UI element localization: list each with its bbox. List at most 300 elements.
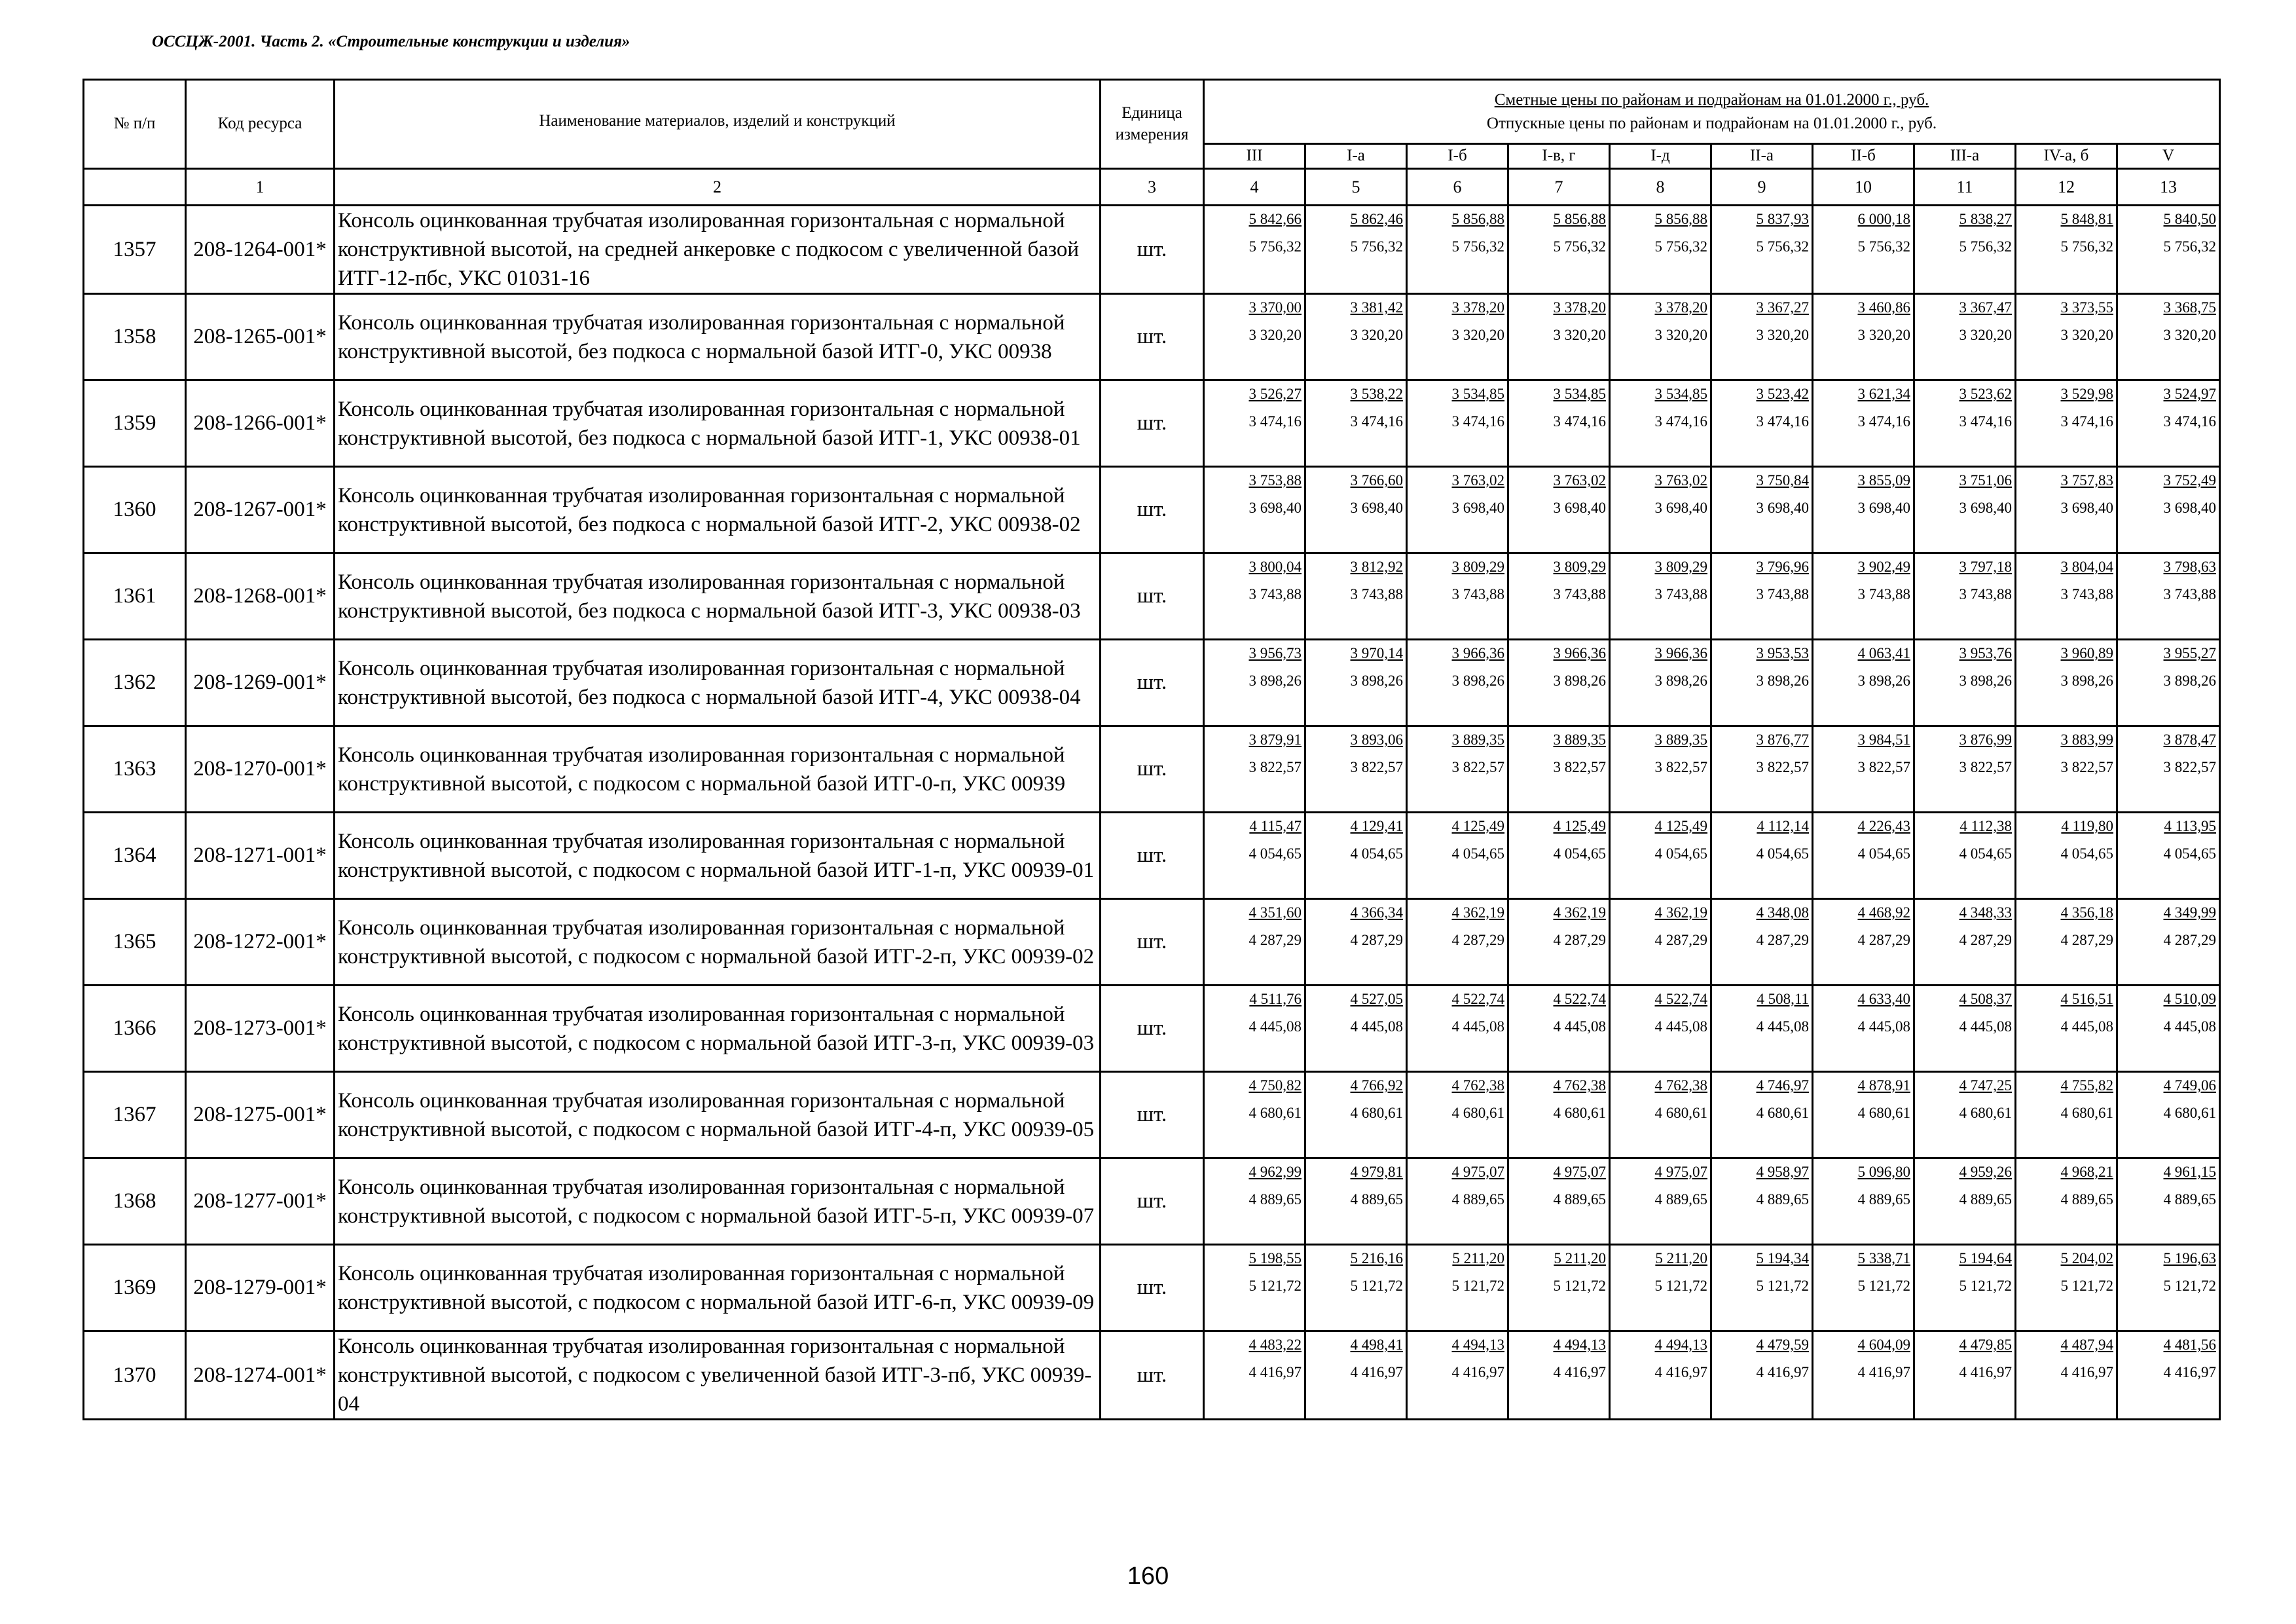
release-price: 3 320,20 [1553,327,1606,343]
release-price: 4 445,08 [1350,1018,1403,1035]
unit: шт. [1101,726,1204,813]
price-cell [1610,986,1711,1072]
price-cell [1711,726,1813,813]
item-name: Консоль оцинкованная трубчатая изолированная горизонтальная с нормальной конструктивной высотой, без подкоса с нормальной базой ИТГ-2, УКС 00938-02 [335,467,1101,553]
price-cell [1305,380,1407,467]
resource-code: 208-1274-001* [186,1331,335,1420]
price-cell [1305,1072,1407,1158]
price-cell [1407,813,1508,899]
price-cell [2016,1158,2117,1245]
price-cell [1305,1158,1407,1245]
release-price: 3 320,20 [1350,327,1403,343]
price-cell [2117,899,2220,986]
resource-code: 208-1267-001* [186,467,335,553]
column-number: 10 [1813,169,1914,206]
release-price: 5 756,32 [1654,238,1707,255]
estimate-price: 4 113,95 [2164,818,2217,834]
price-cell [1914,206,2016,294]
estimate-price: 4 961,15 [2163,1164,2217,1180]
price-cell [2016,1072,2117,1158]
column-number: 1 [186,169,335,206]
estimate-price: 4 125,49 [1654,818,1707,834]
estimate-price: 4 362,19 [1451,904,1504,921]
estimate-price: 4 356,18 [2060,904,2113,921]
release-price: 4 416,97 [1756,1364,1809,1380]
table-row [84,1158,2220,1245]
estimate-price: 4 494,13 [1654,1337,1707,1353]
release-price: 3 320,20 [2060,327,2113,343]
release-price: 4 889,65 [2060,1191,2113,1208]
release-price: 4 680,61 [1248,1105,1302,1121]
release-price: 3 474,16 [1756,413,1809,430]
estimate-price: 3 766,60 [1350,472,1403,489]
table-row [84,206,2220,294]
release-price: 4 287,29 [2163,932,2217,948]
release-price: 4 680,61 [1756,1105,1809,1121]
estimate-price: 5 862,46 [1350,211,1403,227]
release-price: 4 680,61 [1654,1105,1707,1121]
price-cell [1610,206,1711,294]
estimate-price: 5 198,55 [1248,1250,1302,1266]
resource-code: 208-1268-001* [186,553,335,640]
item-name: Консоль оцинкованная трубчатая изолированная горизонтальная с нормальной конструктивной высотой, без подкоса с нормальной базой ИТГ-3, УКС 00938-03 [335,553,1101,640]
price-cell [2016,467,2117,553]
estimate-price: 4 510,09 [2163,991,2217,1007]
price-cell [1610,726,1711,813]
price-cell [2117,1331,2220,1420]
estimate-price: 4 494,13 [1451,1337,1504,1353]
price-cell [2016,380,2117,467]
table-row [84,899,2220,986]
estimate-price: 4 750,82 [1248,1077,1302,1094]
estimate-price: 4 494,13 [1553,1337,1606,1353]
release-price: 3 698,40 [1654,500,1707,516]
region-header: V [2117,144,2220,169]
estimate-price: 5 856,88 [1654,211,1707,227]
estimate-price: 4 125,49 [1553,818,1606,834]
estimate-price: 3 966,36 [1451,645,1504,661]
release-price: 4 287,29 [1350,932,1403,948]
release-price: 3 822,57 [1857,759,1910,775]
release-price: 3 898,26 [1959,673,2012,689]
price-cell [1407,467,1508,553]
estimate-price: 5 216,16 [1350,1250,1403,1266]
release-price: 3 898,26 [2163,673,2217,689]
region-header: IV-а, б [2016,144,2117,169]
estimate-price: 4 755,82 [2060,1077,2113,1094]
estimate-price: 5 856,88 [1451,211,1504,227]
estimate-price: 4 479,59 [1756,1337,1809,1353]
release-price: 3 698,40 [1451,500,1504,516]
price-cell [1711,986,1813,1072]
estimate-price: 3 878,47 [2163,731,2217,748]
estimate-price: 4 527,05 [1350,991,1403,1007]
estimate-price: 4 366,34 [1350,904,1403,921]
estimate-price: 4 747,25 [1959,1077,2012,1094]
price-cell [2117,726,2220,813]
resource-code: 208-1266-001* [186,380,335,467]
release-price: 4 416,97 [1857,1364,1910,1380]
estimate-price: 3 809,29 [1451,559,1504,575]
release-price: 3 320,20 [1857,327,1910,343]
estimate-price: 3 534,85 [1451,386,1504,402]
item-name: Консоль оцинкованная трубчатая изолированная горизонтальная с нормальной конструктивной высотой, с подкосом с нормальной базой ИТГ-5-п, УКС 00939-07 [335,1158,1101,1245]
release-price: 3 698,40 [1248,500,1302,516]
unit: шт. [1101,206,1204,294]
estimate-price: 3 902,49 [1857,559,1910,575]
row-number: 1358 [84,294,186,380]
release-price: 5 756,32 [1857,238,1910,255]
price-cell [1610,467,1711,553]
column-number: 2 [335,169,1101,206]
release-price: 3 898,26 [1248,673,1302,689]
price-cell [1305,1331,1407,1420]
price-cell [2016,206,2117,294]
price-cell [1305,899,1407,986]
release-price: 5 756,32 [1756,238,1809,255]
price-cell [2016,1331,2117,1420]
release-price: 4 287,29 [1553,932,1606,948]
estimate-price: 3 752,49 [2163,472,2217,489]
price-cell [1204,380,1305,467]
resource-code: 208-1269-001* [186,640,335,726]
estimate-price: 4 349,99 [2163,904,2217,921]
price-cell [1813,813,1914,899]
estimate-price: 5 194,64 [1959,1250,2012,1266]
header-prices-estimate: Сметные цены по районам и подрайонам на 01.01.2000 г., руб. [1494,90,1929,109]
price-cell [1914,640,2016,726]
unit: шт. [1101,467,1204,553]
price-cell [1914,294,2016,380]
price-cell [1914,813,2016,899]
region-header: II-б [1813,144,1914,169]
header-prices-release: Отпускные цены по районам и подрайонам на 01.01.2000 г., руб. [1486,114,1937,132]
price-cell [1813,467,1914,553]
release-price: 4 416,97 [1451,1364,1504,1380]
estimate-price: 4 479,85 [1959,1337,2012,1353]
estimate-price: 4 498,41 [1350,1337,1403,1353]
price-cell [1407,726,1508,813]
price-cell [1610,1072,1711,1158]
release-price: 3 822,57 [1756,759,1809,775]
price-cell [1305,206,1407,294]
row-number: 1360 [84,467,186,553]
estimate-price: 4 958,97 [1756,1164,1809,1180]
release-price: 4 287,29 [1654,932,1707,948]
release-price: 3 743,88 [1553,586,1606,602]
estimate-price: 3 763,02 [1451,472,1504,489]
release-price: 3 320,20 [1654,327,1707,343]
estimate-price: 5 842,66 [1248,211,1302,227]
release-price: 4 680,61 [1553,1105,1606,1121]
price-cell [2117,1245,2220,1331]
column-number [84,169,186,206]
estimate-price: 4 362,19 [1553,904,1606,921]
estimate-price: 3 534,85 [1654,386,1707,402]
column-number: 5 [1305,169,1407,206]
price-cell [1711,294,1813,380]
estimate-price: 4 468,92 [1857,904,1910,921]
item-name: Консоль оцинкованная трубчатая изолированная горизонтальная с нормальной конструктивной высотой, с подкосом с нормальной базой ИТГ-1-п, УКС 00939-01 [335,813,1101,899]
estimate-price: 4 975,07 [1451,1164,1504,1180]
price-cell [2117,380,2220,467]
release-price: 4 287,29 [1756,932,1809,948]
estimate-price: 3 460,86 [1857,299,1910,316]
price-cell [1407,640,1508,726]
price-cell [1610,1158,1711,1245]
price-cell [1914,1158,2016,1245]
release-price: 4 445,08 [1959,1018,2012,1035]
estimate-price: 4 508,11 [1757,991,1809,1007]
estimate-price: 3 368,75 [2163,299,2217,316]
unit: шт. [1101,1072,1204,1158]
price-cell [1407,1331,1508,1420]
release-price: 3 822,57 [1350,759,1403,775]
price-cell [1711,1158,1813,1245]
release-price: 3 898,26 [1451,673,1504,689]
price-cell [1305,467,1407,553]
estimate-price: 3 378,20 [1553,299,1606,316]
header-unit: Единица измерения [1101,80,1204,169]
estimate-price: 3 889,35 [1654,731,1707,748]
price-cell [1711,467,1813,553]
release-price: 3 698,40 [1553,500,1606,516]
release-price: 3 822,57 [1959,759,2012,775]
price-cell [1305,813,1407,899]
estimate-price: 3 796,96 [1756,559,1809,575]
resource-code: 208-1271-001* [186,813,335,899]
release-price: 5 756,32 [1248,238,1302,255]
release-price: 3 822,57 [1553,759,1606,775]
price-cell [1711,899,1813,986]
resource-code: 208-1279-001* [186,1245,335,1331]
estimate-price: 3 809,29 [1654,559,1707,575]
estimate-price: 5 196,63 [2163,1250,2217,1266]
price-cell [1813,986,1914,1072]
release-price: 4 445,08 [1553,1018,1606,1035]
price-cell [1407,1158,1508,1245]
release-price: 4 680,61 [1350,1105,1403,1121]
release-price: 4 445,08 [1654,1018,1707,1035]
table-row [84,726,2220,813]
price-cell [2016,553,2117,640]
price-cell [1407,1072,1508,1158]
table-row [84,553,2220,640]
release-price: 3 320,20 [1451,327,1504,343]
price-cell [2016,1245,2117,1331]
estimate-price: 3 381,42 [1350,299,1403,316]
estimate-price: 4 522,74 [1451,991,1504,1007]
estimate-price: 4 125,49 [1451,818,1504,834]
row-number: 1363 [84,726,186,813]
price-cell [1305,1245,1407,1331]
price-cell [1508,986,1610,1072]
price-cell [1204,553,1305,640]
resource-code: 208-1265-001* [186,294,335,380]
header-code: Код ресурса [186,80,335,169]
release-price: 3 474,16 [1451,413,1504,430]
estimate-price: 3 812,92 [1350,559,1403,575]
item-name: Консоль оцинкованная трубчатая изолированная горизонтальная с нормальной конструктивной высотой, без подкоса с нормальной базой ИТГ-1, УКС 00938-01 [335,380,1101,467]
release-price: 5 121,72 [1756,1278,1809,1294]
estimate-price: 5 194,34 [1756,1250,1809,1266]
release-price: 5 756,32 [2060,238,2113,255]
price-cell [1305,986,1407,1072]
release-price: 3 743,88 [2060,586,2113,602]
estimate-price: 4 348,08 [1756,904,1809,921]
release-price: 3 822,57 [1248,759,1302,775]
estimate-price: 3 883,99 [2060,731,2113,748]
estimate-price: 4 129,41 [1350,818,1403,834]
price-cell [1813,294,1914,380]
price-cell [1813,726,1914,813]
estimate-price: 5 838,27 [1959,211,2012,227]
unit: шт. [1101,380,1204,467]
price-cell [1508,640,1610,726]
price-cell [1610,813,1711,899]
release-price: 5 121,72 [1451,1278,1504,1294]
table-row [84,1331,2220,1420]
estimate-price: 4 975,07 [1553,1164,1606,1180]
item-name: Консоль оцинкованная трубчатая изолированная горизонтальная с нормальной конструктивной высотой, с подкосом с нормальной базой ИТГ-2-п, УКС 00939-02 [335,899,1101,986]
estimate-price: 4 762,38 [1553,1077,1606,1094]
table-row [84,380,2220,467]
price-cell [2016,813,2117,899]
price-cell [1407,380,1508,467]
estimate-price: 4 112,38 [1959,818,2012,834]
release-price: 4 416,97 [1350,1364,1403,1380]
estimate-price: 3 953,53 [1756,645,1809,661]
estimate-price: 5 837,93 [1756,211,1809,227]
release-price: 4 445,08 [1451,1018,1504,1035]
release-price: 3 320,20 [1756,327,1809,343]
release-price: 4 416,97 [1959,1364,2012,1380]
release-price: 5 121,72 [1248,1278,1302,1294]
estimate-price: 5 096,80 [1857,1164,1910,1180]
price-cell [1711,553,1813,640]
price-cell [2117,553,2220,640]
table-row [84,1072,2220,1158]
estimate-price: 3 373,55 [2060,299,2113,316]
release-price: 4 287,29 [1451,932,1504,948]
price-cell [1407,1245,1508,1331]
release-price: 4 889,65 [1248,1191,1302,1208]
price-cell [1508,206,1610,294]
release-price: 3 474,16 [2060,413,2113,430]
estimate-price: 4 483,22 [1248,1337,1302,1353]
price-cell [1508,1158,1610,1245]
price-cell [2117,467,2220,553]
release-price: 4 054,65 [1451,845,1504,862]
estimate-price: 5 204,02 [2060,1250,2113,1266]
release-price: 3 822,57 [2163,759,2217,775]
release-price: 3 898,26 [1654,673,1707,689]
price-cell [1204,1072,1305,1158]
row-number: 1359 [84,380,186,467]
estimate-price: 3 809,29 [1553,559,1606,575]
price-cell [1610,1331,1711,1420]
price-cell [2117,640,2220,726]
price-cell [2117,206,2220,294]
release-price: 3 698,40 [1756,500,1809,516]
resource-code: 208-1277-001* [186,1158,335,1245]
release-price: 3 474,16 [2163,413,2217,430]
release-price: 5 121,72 [1857,1278,1910,1294]
estimate-price: 3 538,22 [1350,386,1403,402]
release-price: 3 474,16 [1857,413,1910,430]
region-header: III-а [1914,144,2016,169]
price-cell [1813,899,1914,986]
estimate-price: 3 970,14 [1350,645,1403,661]
price-cell [1407,294,1508,380]
item-name: Консоль оцинкованная трубчатая изолированная горизонтальная с нормальной конструктивной высотой, без подкоса с нормальной базой ИТГ-4, УКС 00938-04 [335,640,1101,726]
resource-code: 208-1270-001* [186,726,335,813]
release-price: 3 743,88 [1959,586,2012,602]
estimate-price: 3 523,62 [1959,386,2012,402]
price-cell [1204,640,1305,726]
estimate-price: 3 367,27 [1756,299,1809,316]
estimate-price: 3 524,97 [2163,386,2217,402]
unit: шт. [1101,1331,1204,1420]
release-price: 3 474,16 [1959,413,2012,430]
estimate-price: 3 893,06 [1350,731,1403,748]
release-price: 4 054,65 [2163,845,2217,862]
release-price: 4 287,29 [2060,932,2113,948]
price-cell [1204,467,1305,553]
release-price: 3 698,40 [2163,500,2217,516]
item-name: Консоль оцинкованная трубчатая изолированная горизонтальная с нормальной конструктивной высотой, с подкосом с увеличенной базой ИТГ-3-пб, УКС 00939-04 [335,1331,1101,1420]
price-cell [2117,1158,2220,1245]
estimate-price: 3 960,89 [2060,645,2113,661]
release-price: 3 743,88 [1654,586,1707,602]
estimate-price: 4 979,81 [1350,1164,1403,1180]
price-cell [2016,640,2117,726]
unit: шт. [1101,553,1204,640]
release-price: 4 889,65 [1756,1191,1809,1208]
estimate-price: 4 362,19 [1654,904,1707,921]
price-cell [1813,1331,1914,1420]
estimate-price: 3 879,91 [1248,731,1302,748]
price-cell [1711,1072,1813,1158]
column-number: 4 [1204,169,1305,206]
estimate-price: 3 800,04 [1248,559,1302,575]
estimate-price: 3 984,51 [1857,731,1910,748]
price-cell [1508,1072,1610,1158]
estimate-price: 5 856,88 [1553,211,1606,227]
price-cell [1813,206,1914,294]
page-number: 160 [1127,1562,1169,1590]
price-cell [1711,640,1813,726]
estimate-price: 3 876,77 [1756,731,1809,748]
release-price: 4 445,08 [1857,1018,1910,1035]
price-cell [1407,206,1508,294]
estimate-price: 3 955,27 [2163,645,2217,661]
release-price: 4 889,65 [1857,1191,1910,1208]
row-number: 1368 [84,1158,186,1245]
estimate-price: 3 889,35 [1553,731,1606,748]
estimate-price: 5 848,81 [2060,211,2113,227]
estimate-price: 4 063,41 [1857,645,1910,661]
price-cell [1914,380,2016,467]
column-number: 7 [1508,169,1610,206]
release-price: 4 287,29 [1857,932,1910,948]
price-cell [1914,1072,2016,1158]
row-number: 1357 [84,206,186,294]
estimate-price: 4 766,92 [1350,1077,1403,1094]
unit: шт. [1101,813,1204,899]
price-cell [1610,899,1711,986]
release-price: 3 320,20 [1248,327,1302,343]
